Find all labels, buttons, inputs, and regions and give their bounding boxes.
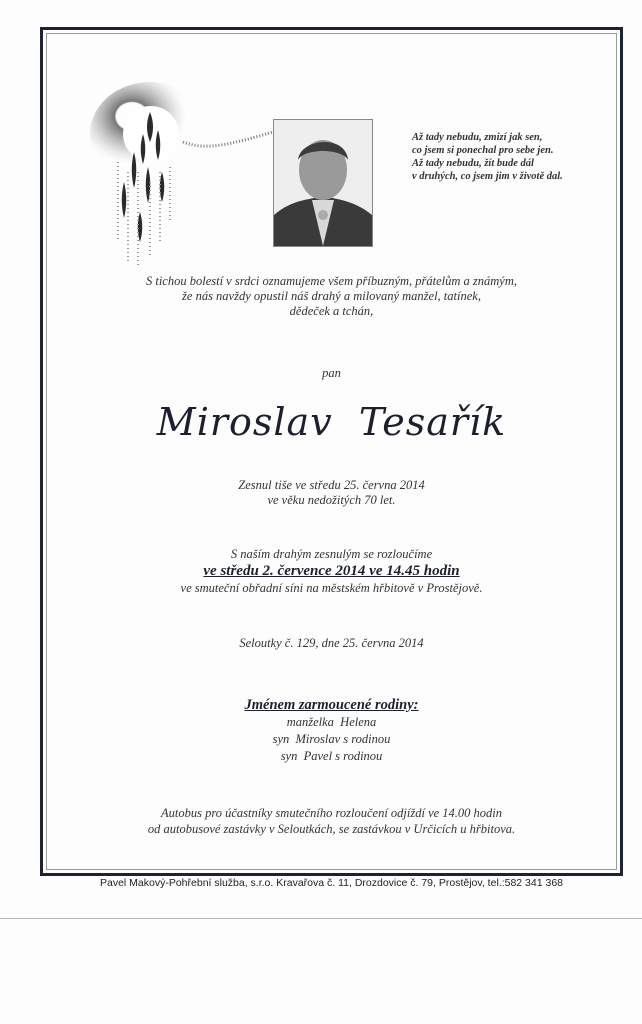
farewell-datetime: ve středu 2. července 2014 ve 14.45 hodin bbox=[203, 563, 460, 579]
moon-flame-illustration bbox=[88, 72, 278, 272]
deceased-name: Miroslav Tesařík bbox=[156, 400, 507, 444]
farewell-info bbox=[43, 547, 620, 596]
page-edge-line bbox=[0, 918, 642, 919]
family-member: syn Miroslav s rodinou bbox=[272, 732, 391, 746]
announcement-line: S tichou bolestí v srdci oznamujeme všem příbuzným, přátelům a známým, bbox=[145, 274, 517, 288]
place-date: Seloutky č. 129, dne 25. června 2014 bbox=[239, 636, 424, 650]
family-section bbox=[43, 697, 620, 765]
death-line: Zesnul tiše ve středu 25. června 2014 bbox=[238, 478, 425, 492]
announcement-line: že nás navždy opustil náš drahý a milovaný manžel, tatínek, bbox=[182, 289, 481, 303]
poem bbox=[412, 131, 612, 183]
bus-line: Autobus pro účastníky smutečního rozloučení odjíždí ve 14.00 hodin bbox=[160, 806, 503, 820]
poem-line: co jsem si ponechal pro sebe jen. bbox=[412, 145, 554, 156]
bus-info bbox=[43, 805, 620, 837]
family-member: manželka Helena bbox=[286, 715, 377, 729]
family-member: syn Pavel s rodinou bbox=[280, 749, 383, 763]
death-line: ve věku nedožitých 70 let. bbox=[267, 493, 396, 507]
bus-line: od autobusové zastávky v Seloutkách, se zastávkou v Určicích u hřbitova. bbox=[147, 822, 516, 836]
farewell-location: ve smuteční obřadní síni na městském hřbitově v Prostějově. bbox=[180, 581, 483, 595]
announcement-text bbox=[43, 274, 620, 319]
poem-line: Až tady nebudu, žít bude dál bbox=[412, 158, 534, 169]
portrait-image bbox=[274, 120, 372, 246]
farewell-intro: S naším drahým zesnulým se rozloučíme bbox=[230, 547, 433, 561]
title-word: pan bbox=[322, 366, 341, 380]
portrait-photo bbox=[273, 119, 373, 247]
announcement-line: dědeček a tchán, bbox=[289, 304, 374, 318]
poem-line: v druhých, co jsem jim v životě dal. bbox=[412, 171, 563, 182]
poem-line: Až tady nebudu, zmizí jak sen, bbox=[412, 132, 543, 143]
funeral-service-footer: Pavel Makový-Pohřební služba, s.r.o. Kravařova č. 11, Drozdovice č. 79, Prostějov, tel.:582 341 368 bbox=[99, 877, 563, 889]
death-info bbox=[43, 478, 620, 508]
family-heading: Jménem zarmoucené rodiny: bbox=[244, 697, 419, 713]
